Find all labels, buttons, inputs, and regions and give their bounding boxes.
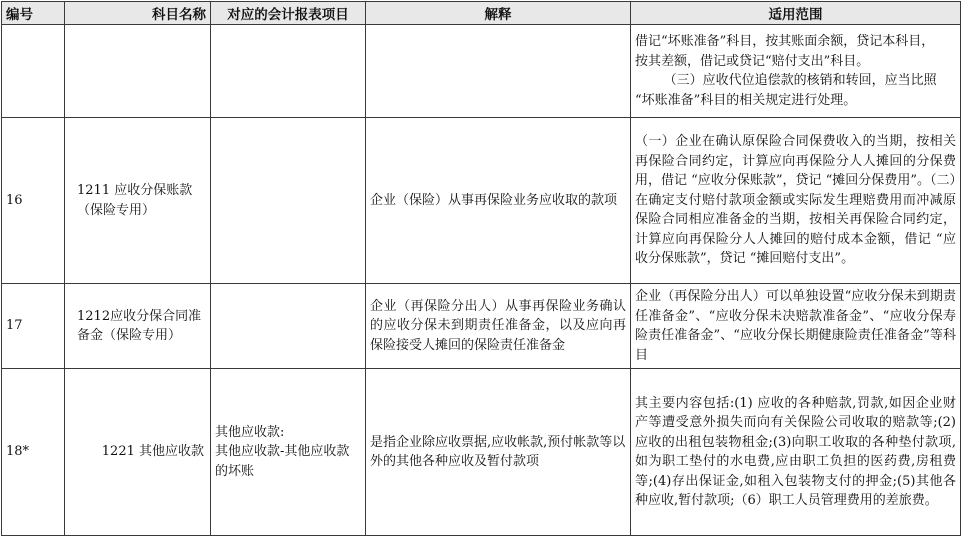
row-scope: 其主要内容包括:(1) 应收的各种赔款,罚款,如因企业财产等遭受意外损失而向有关保险公司收取的赔款等;(2)应收的出租包装物租金;(3)向职工收取的各种垫付款项,如为职工垫付的水电费,应由职工负担的医药费,房租费等;(4)存出保证金,如租入包装物支付的押金;(5)其他各种应收,暂付款项;（6）职工人员管理费用的差旅费。 bbox=[631, 369, 961, 536]
row-scope: （一）企业在确认原保险合同保费收入的当期，按相关再保险合同约定，计算应向再保险分人人摊回的分保费用，借记 “应收分保账款”，贷记 “摊回分保费用”。（二）在确定支付赔付款项金额或实际发生理赔费用而冲减原保险合同相应准备金的当期，按相关再保险合同约定，计算应向再保险分人人摊回的赔付成本金额，借记 “应收分保账款”，贷记 “摊回赔付支出”。 bbox=[631, 118, 961, 284]
table-row bbox=[2, 284, 961, 369]
row-report-item bbox=[211, 284, 366, 369]
header-row bbox=[2, 2, 961, 25]
row-scope bbox=[631, 25, 961, 118]
row-subject bbox=[65, 25, 211, 118]
row-subject: 1211 应收分保账款（保险专用） bbox=[65, 118, 211, 284]
header-explanation: 解释 bbox=[366, 2, 631, 25]
row-report-item bbox=[211, 118, 366, 284]
row-report-item bbox=[211, 369, 366, 536]
row-report-item bbox=[211, 25, 366, 118]
scope-line: 按其差额，借记或贷记“赔付支出”科目。 bbox=[635, 53, 870, 69]
report-item-line: 其他应收款: bbox=[215, 424, 285, 440]
row-number: 18* bbox=[2, 369, 65, 536]
scope-line: 借记“坏账准备”科目，按其账面余额，贷记本科目， bbox=[635, 34, 935, 49]
row-number bbox=[2, 25, 65, 118]
scope-line: （三）应收代位追偿款的核销和转回，应当比照 bbox=[663, 73, 937, 88]
row-explanation: 是指企业除应收票据,应收帐款,预付帐款等以外的其他各种应收及暂付款项 bbox=[366, 369, 631, 536]
header-number: 编号 bbox=[2, 2, 65, 25]
header-scope: 适用范围 bbox=[631, 2, 961, 25]
row-explanation: 企业（再保险分出人）从事再保险业务确认的应收分保未到期责任准备金，以及应向再保险接受人摊回的保险责任准备金 bbox=[366, 284, 631, 369]
table-row bbox=[2, 118, 961, 284]
header-report-item: 对应的会计报表项目 bbox=[211, 2, 366, 25]
accounting-subject-table bbox=[1, 1, 961, 536]
row-explanation bbox=[366, 25, 631, 118]
report-item-line: 其他应收款-其他应收款的坏账 bbox=[215, 444, 350, 479]
table-row bbox=[2, 369, 961, 536]
row-subject: 1212应收分保合同准备金（保险专用） bbox=[65, 284, 211, 369]
row-scope: 企业（再保险分出人）可以单独设置“应收分保未到期责任准备金”、“应收分保未决赔款准备金”、“应收分保寿险责任准备金”、“应收分保长期健康险责任准备金”等科目 bbox=[631, 284, 961, 369]
row-subject: 1221 其他应收款 bbox=[65, 369, 211, 536]
row-number: 16 bbox=[2, 118, 65, 284]
header-subject: 科目名称 bbox=[65, 2, 211, 25]
table-row bbox=[2, 25, 961, 118]
row-number: 17 bbox=[2, 284, 65, 369]
row-explanation: 企业（保险）从事再保险业务应收取的款项 bbox=[366, 118, 631, 284]
scope-line: “坏账准备”科目的相关规定进行处理。 bbox=[635, 92, 857, 108]
